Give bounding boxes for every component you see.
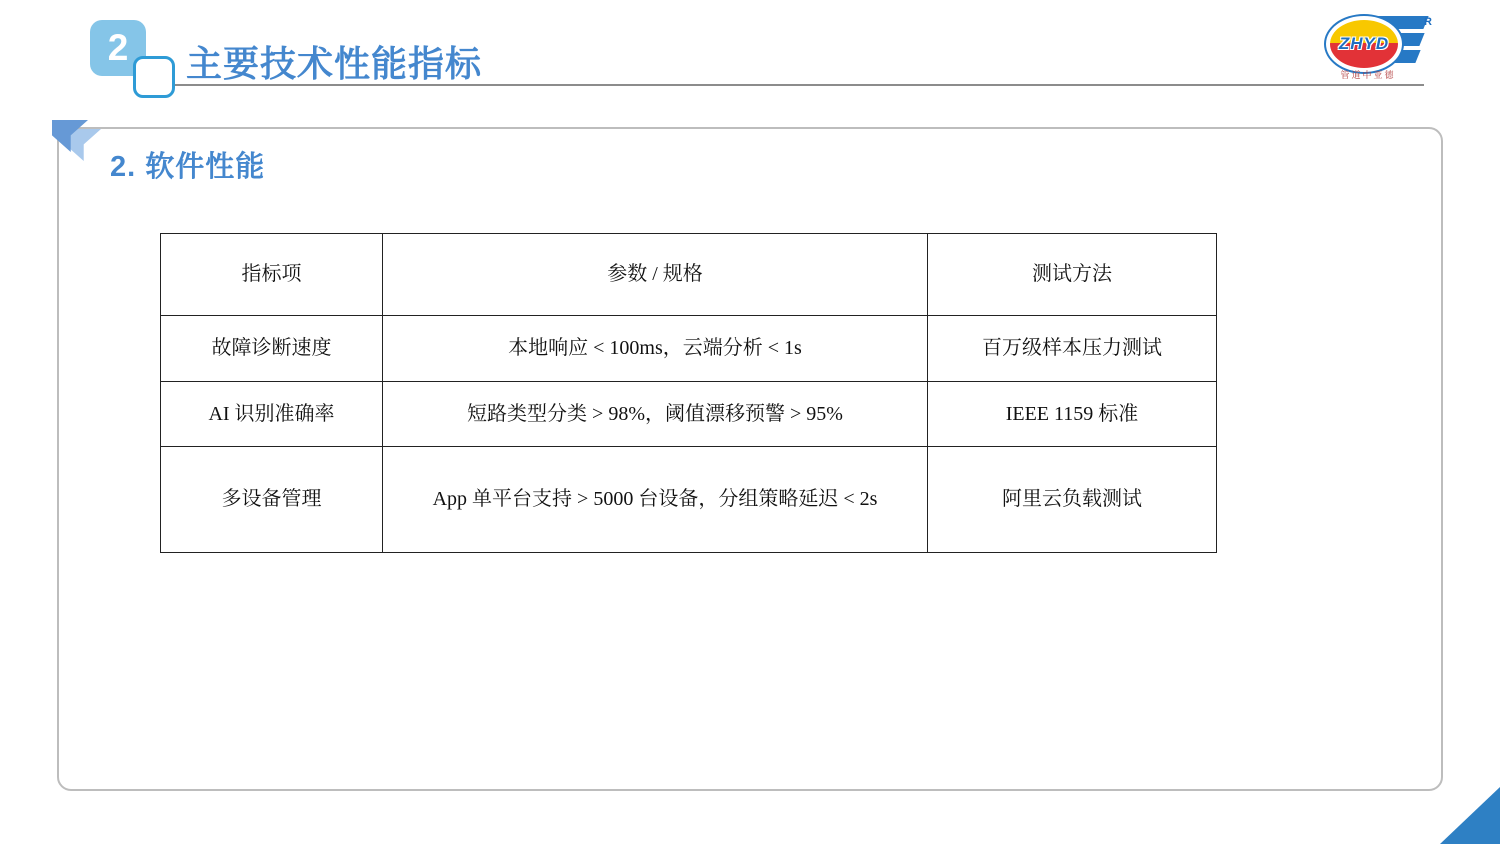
- page-title: 主要技术性能指标: [186, 43, 483, 84]
- corner-triangle-decoration: [1440, 787, 1500, 844]
- cell-indicator: 多设备管理: [161, 447, 383, 553]
- section-number-badge: 2: [90, 20, 146, 76]
- section-title: 2. 软件性能: [110, 151, 266, 183]
- table-row: [161, 382, 1217, 447]
- cell-test-method: IEEE 1159 标准: [928, 382, 1217, 447]
- table-header-row: [161, 234, 1217, 316]
- cell-indicator: AI 识别准确率: [161, 382, 383, 447]
- card-corner-decoration: [52, 120, 108, 168]
- cell-test-method: 百万级样本压力测试: [928, 316, 1217, 382]
- cell-test-method: 阿里云负载测试: [928, 447, 1217, 553]
- cell-spec: 本地响应 < 100ms，云端分析 < 1s: [383, 316, 928, 382]
- table-row: [161, 447, 1217, 553]
- col-header-test-method: 测试方法: [928, 234, 1217, 316]
- cell-spec: 短路类型分类 > 98%，阈值漂移预警 > 95%: [383, 382, 928, 447]
- col-header-spec: 参数 / 规格: [383, 234, 928, 316]
- badge-outline-decoration: [133, 56, 175, 98]
- table-row: [161, 316, 1217, 382]
- cell-spec: App 单平台支持 > 5000 台设备，分组策略延迟 < 2s: [383, 447, 928, 553]
- logo-text: ZHYD: [1338, 34, 1390, 53]
- header-divider: [172, 84, 1424, 86]
- logo-subtext: 管道中亚德: [1340, 70, 1396, 80]
- col-header-indicator: 指标项: [161, 234, 383, 316]
- company-logo: [1322, 8, 1438, 82]
- registered-trademark-icon: R: [1424, 16, 1432, 28]
- performance-table: [160, 233, 1217, 553]
- logo-oval: [1324, 14, 1404, 74]
- cell-indicator: 故障诊断速度: [161, 316, 383, 382]
